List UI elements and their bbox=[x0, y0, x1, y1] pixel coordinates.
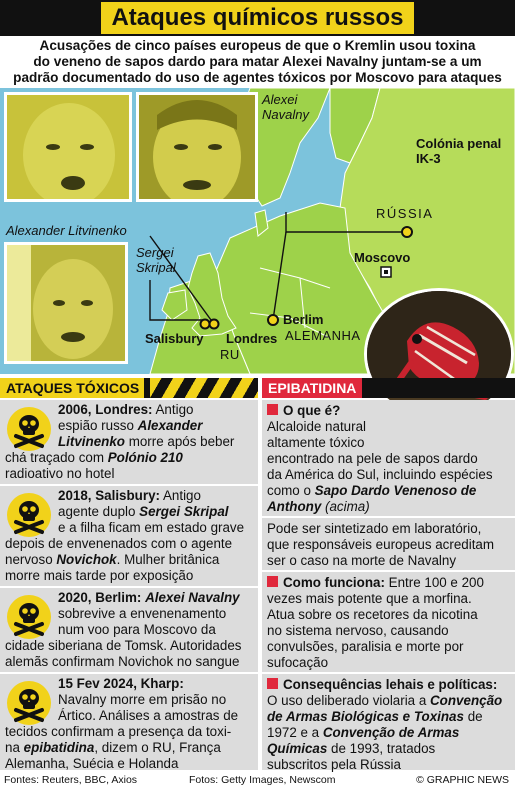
text-segment: convulsões, paralisia e morte por bbox=[267, 639, 464, 654]
text-line bbox=[267, 591, 484, 607]
text-segment: . Mulher britânica bbox=[116, 552, 220, 567]
text-line bbox=[267, 623, 484, 639]
text-line bbox=[0, 450, 234, 466]
text-segment: como o bbox=[267, 483, 315, 498]
text-line bbox=[267, 553, 494, 569]
text-segment: Navalny morre em prisão no bbox=[58, 692, 227, 707]
text-segment: nervoso bbox=[5, 552, 57, 567]
text-segment: Alexei Navalny bbox=[145, 590, 240, 605]
text-segment: ser o caso na morte de Navalny bbox=[267, 553, 457, 568]
text-segment: Químicas bbox=[267, 741, 328, 756]
text-segment: epibatidina bbox=[23, 740, 95, 755]
photo-navalny bbox=[136, 92, 258, 202]
label-moscovo: Moscovo bbox=[354, 250, 411, 265]
text-segment: alemãs confirmam Novichok no sangue bbox=[5, 654, 240, 669]
text-line bbox=[267, 467, 493, 483]
text-segment: sufocação bbox=[267, 655, 329, 670]
footer bbox=[0, 772, 515, 791]
caption-navalny bbox=[262, 92, 309, 122]
events-list bbox=[0, 400, 258, 770]
title-bar bbox=[0, 0, 515, 36]
text-segment: O que é? bbox=[283, 403, 341, 418]
text-line bbox=[267, 419, 493, 435]
footer-photos: Fotos: Getty Images, Newscom bbox=[189, 774, 336, 786]
text-segment: sobrevive a envenenamento bbox=[58, 606, 227, 621]
caption-skripal bbox=[136, 245, 176, 275]
section-header-epibatidina bbox=[262, 378, 515, 398]
text-segment: Alcaloide natural bbox=[267, 419, 367, 434]
text-segment: Polónio 210 bbox=[107, 450, 183, 465]
text-segment: Ártico. Análises a amostras de bbox=[58, 708, 239, 723]
label-ru: RU bbox=[220, 347, 240, 362]
text-line bbox=[0, 606, 241, 622]
text-segment: agente duplo bbox=[58, 504, 140, 519]
text-line bbox=[0, 740, 238, 756]
text-line bbox=[0, 504, 244, 520]
text-line bbox=[0, 568, 244, 584]
info-block-o-que-e bbox=[262, 400, 515, 516]
label-londres: Londres bbox=[226, 331, 278, 346]
label-alemanha: ALEMANHA bbox=[285, 328, 361, 343]
bullet-square-icon bbox=[267, 576, 278, 587]
text-line bbox=[267, 639, 484, 655]
text-line bbox=[267, 655, 484, 671]
bullet-square-icon bbox=[267, 678, 278, 689]
event-text bbox=[0, 590, 241, 670]
hazard-stripes bbox=[150, 378, 258, 398]
subtitle-line: Acusações de cinco países europeus de que o Kremlin usou toxina bbox=[39, 38, 476, 53]
text-line bbox=[267, 435, 493, 451]
caption-litvinenko: Alexander Litvinenko bbox=[6, 223, 127, 238]
text-segment: Antigo bbox=[159, 488, 201, 503]
text-segment: Antigo bbox=[152, 402, 194, 417]
text-segment: altamente tóxico bbox=[267, 435, 365, 450]
text-segment: Convenção de Armas bbox=[322, 725, 460, 740]
text-line bbox=[267, 741, 502, 757]
text-segment: Sapo Dardo Venenoso de bbox=[314, 483, 477, 498]
text-segment: na bbox=[5, 740, 24, 755]
text-line bbox=[0, 434, 234, 450]
text-line bbox=[0, 520, 244, 536]
text-line bbox=[0, 676, 238, 692]
info-block-sintese bbox=[262, 518, 515, 570]
text-segment: chá traçado com bbox=[5, 450, 108, 465]
label-colonia-line1: Colónia penal bbox=[416, 136, 502, 151]
event-item bbox=[0, 486, 258, 586]
text-line bbox=[267, 709, 502, 725]
footer-sources: Fontes: Reuters, BBC, Axios bbox=[4, 774, 138, 786]
text-line bbox=[267, 693, 502, 709]
text-line bbox=[267, 607, 484, 623]
text-line bbox=[267, 725, 502, 741]
text-segment: radioativo no hotel bbox=[5, 466, 115, 481]
footer-credit: © GRAPHIC NEWS bbox=[416, 774, 509, 786]
text-line bbox=[0, 654, 241, 670]
text-segment: Sergei Skripal bbox=[139, 504, 229, 519]
text-segment: morre mais tarde por exposição bbox=[5, 568, 194, 583]
text-segment: 2006, Londres: bbox=[58, 402, 153, 417]
text-line bbox=[0, 708, 238, 724]
event-text bbox=[267, 403, 493, 515]
text-line bbox=[0, 552, 244, 568]
text-segment: da América do Sul, incluindo espécies bbox=[267, 467, 493, 482]
label-berlim: Berlim bbox=[283, 312, 324, 327]
label-colonia-penal bbox=[416, 136, 501, 166]
text-line bbox=[267, 403, 493, 419]
text-segment: 2018, Salisbury: bbox=[58, 488, 160, 503]
text-segment: Consequências lehais e políticas: bbox=[283, 677, 498, 692]
photo-litvinenko bbox=[4, 92, 132, 202]
event-text bbox=[0, 676, 238, 772]
text-segment: de bbox=[463, 709, 483, 724]
text-line bbox=[267, 451, 493, 467]
text-line bbox=[0, 638, 241, 654]
text-segment: 15 Fev 2024, Kharp: bbox=[58, 676, 184, 691]
text-segment: , dizem o RU, França bbox=[94, 740, 221, 755]
text-line bbox=[0, 622, 241, 638]
photo-skripal bbox=[4, 242, 128, 364]
text-segment: no sistema nervoso, causando bbox=[267, 623, 449, 638]
text-segment: depois de envenenados com o agente bbox=[5, 536, 233, 551]
text-segment: (acima) bbox=[321, 499, 370, 514]
section-header-ataques bbox=[0, 378, 258, 398]
event-text bbox=[267, 521, 494, 569]
text-segment: Atua sobre os recetores da nicotina bbox=[267, 607, 478, 622]
event-text bbox=[267, 677, 502, 773]
subtitle-line: padrão documentado do uso de agentes tóxicos por Moscovo para ataques bbox=[13, 70, 502, 85]
text-line bbox=[267, 537, 494, 553]
caption-navalny-line1: Alexei bbox=[262, 92, 298, 107]
text-line bbox=[0, 418, 234, 434]
subtitle bbox=[0, 38, 515, 86]
text-segment: morre após beber bbox=[124, 434, 235, 449]
text-line bbox=[0, 692, 238, 708]
text-segment: Alexander bbox=[137, 418, 203, 433]
text-line bbox=[0, 536, 244, 552]
text-segment: Novichok bbox=[56, 552, 117, 567]
text-segment: encontrado na pele de sapos dardo bbox=[267, 451, 478, 466]
event-text bbox=[267, 575, 484, 671]
text-segment: Entre 100 e 200 bbox=[384, 575, 484, 590]
text-line bbox=[267, 499, 493, 515]
text-segment: 2020, Berlim: bbox=[58, 590, 146, 605]
text-segment: tecidos confirmam a presença da toxi- bbox=[5, 724, 232, 739]
caption-navalny-line2: Navalny bbox=[262, 107, 309, 122]
text-segment: de 1993, tratados bbox=[327, 741, 436, 756]
text-line bbox=[0, 466, 234, 482]
label-colonia-line2: IK-3 bbox=[416, 151, 441, 166]
text-line bbox=[267, 757, 502, 773]
text-segment: Alemanha, Suécia e Holanda bbox=[5, 756, 179, 771]
bullet-square-icon bbox=[267, 404, 278, 415]
text-segment: Litvinenko bbox=[58, 434, 125, 449]
text-segment: subscritos pela Rússia bbox=[267, 757, 401, 772]
event-item bbox=[0, 588, 258, 672]
event-item bbox=[0, 400, 258, 484]
event-text bbox=[0, 402, 234, 482]
text-line bbox=[0, 402, 234, 418]
label-salisbury: Salisbury bbox=[145, 331, 204, 346]
event-item bbox=[0, 674, 258, 770]
text-segment: cidade siberiana de Tomsk. Autoridades bbox=[5, 638, 242, 653]
text-segment: num voo para Moscovo da bbox=[58, 622, 216, 637]
text-line bbox=[0, 756, 238, 772]
label-russia: RÚSSIA bbox=[376, 206, 434, 221]
event-text bbox=[0, 488, 244, 584]
text-line bbox=[0, 590, 241, 606]
caption-skripal-line2: Skripal bbox=[136, 260, 176, 275]
section-title-epibatidina: EPIBATIDINA bbox=[262, 378, 362, 398]
text-segment: vezes mais potente que a morfina. bbox=[267, 591, 472, 606]
text-line bbox=[267, 677, 502, 693]
text-segment: espião russo bbox=[58, 418, 138, 433]
text-line bbox=[267, 521, 494, 537]
section-title-ataques: ATAQUES TÓXICOS bbox=[0, 378, 144, 398]
page-title: Ataques químicos russos bbox=[101, 2, 413, 34]
text-segment: Convenção bbox=[430, 693, 503, 708]
info-block-como-funciona bbox=[262, 572, 515, 672]
text-line bbox=[267, 483, 493, 499]
text-segment: de Armas Biológicas e Toxinas bbox=[267, 709, 464, 724]
text-segment: Como funciona: bbox=[283, 575, 385, 590]
text-line bbox=[267, 575, 484, 591]
subtitle-line: do veneno de sapos dardo para matar Alexei Navalny juntam-se a um bbox=[33, 54, 482, 69]
text-segment: 1972 e a bbox=[267, 725, 323, 740]
text-segment: e a filha ficam em estado grave bbox=[58, 520, 245, 535]
info-block-consequencias bbox=[262, 674, 515, 770]
text-segment: Anthony bbox=[267, 499, 322, 514]
text-segment: que responsáveis europeus acreditam bbox=[267, 537, 495, 552]
text-line bbox=[0, 724, 238, 740]
text-line bbox=[0, 488, 244, 504]
caption-skripal-line1: Sergei bbox=[136, 245, 174, 260]
text-segment: O uso deliberado violaria a bbox=[267, 693, 431, 708]
text-segment: Pode ser sintetizado em laboratório, bbox=[267, 521, 482, 536]
